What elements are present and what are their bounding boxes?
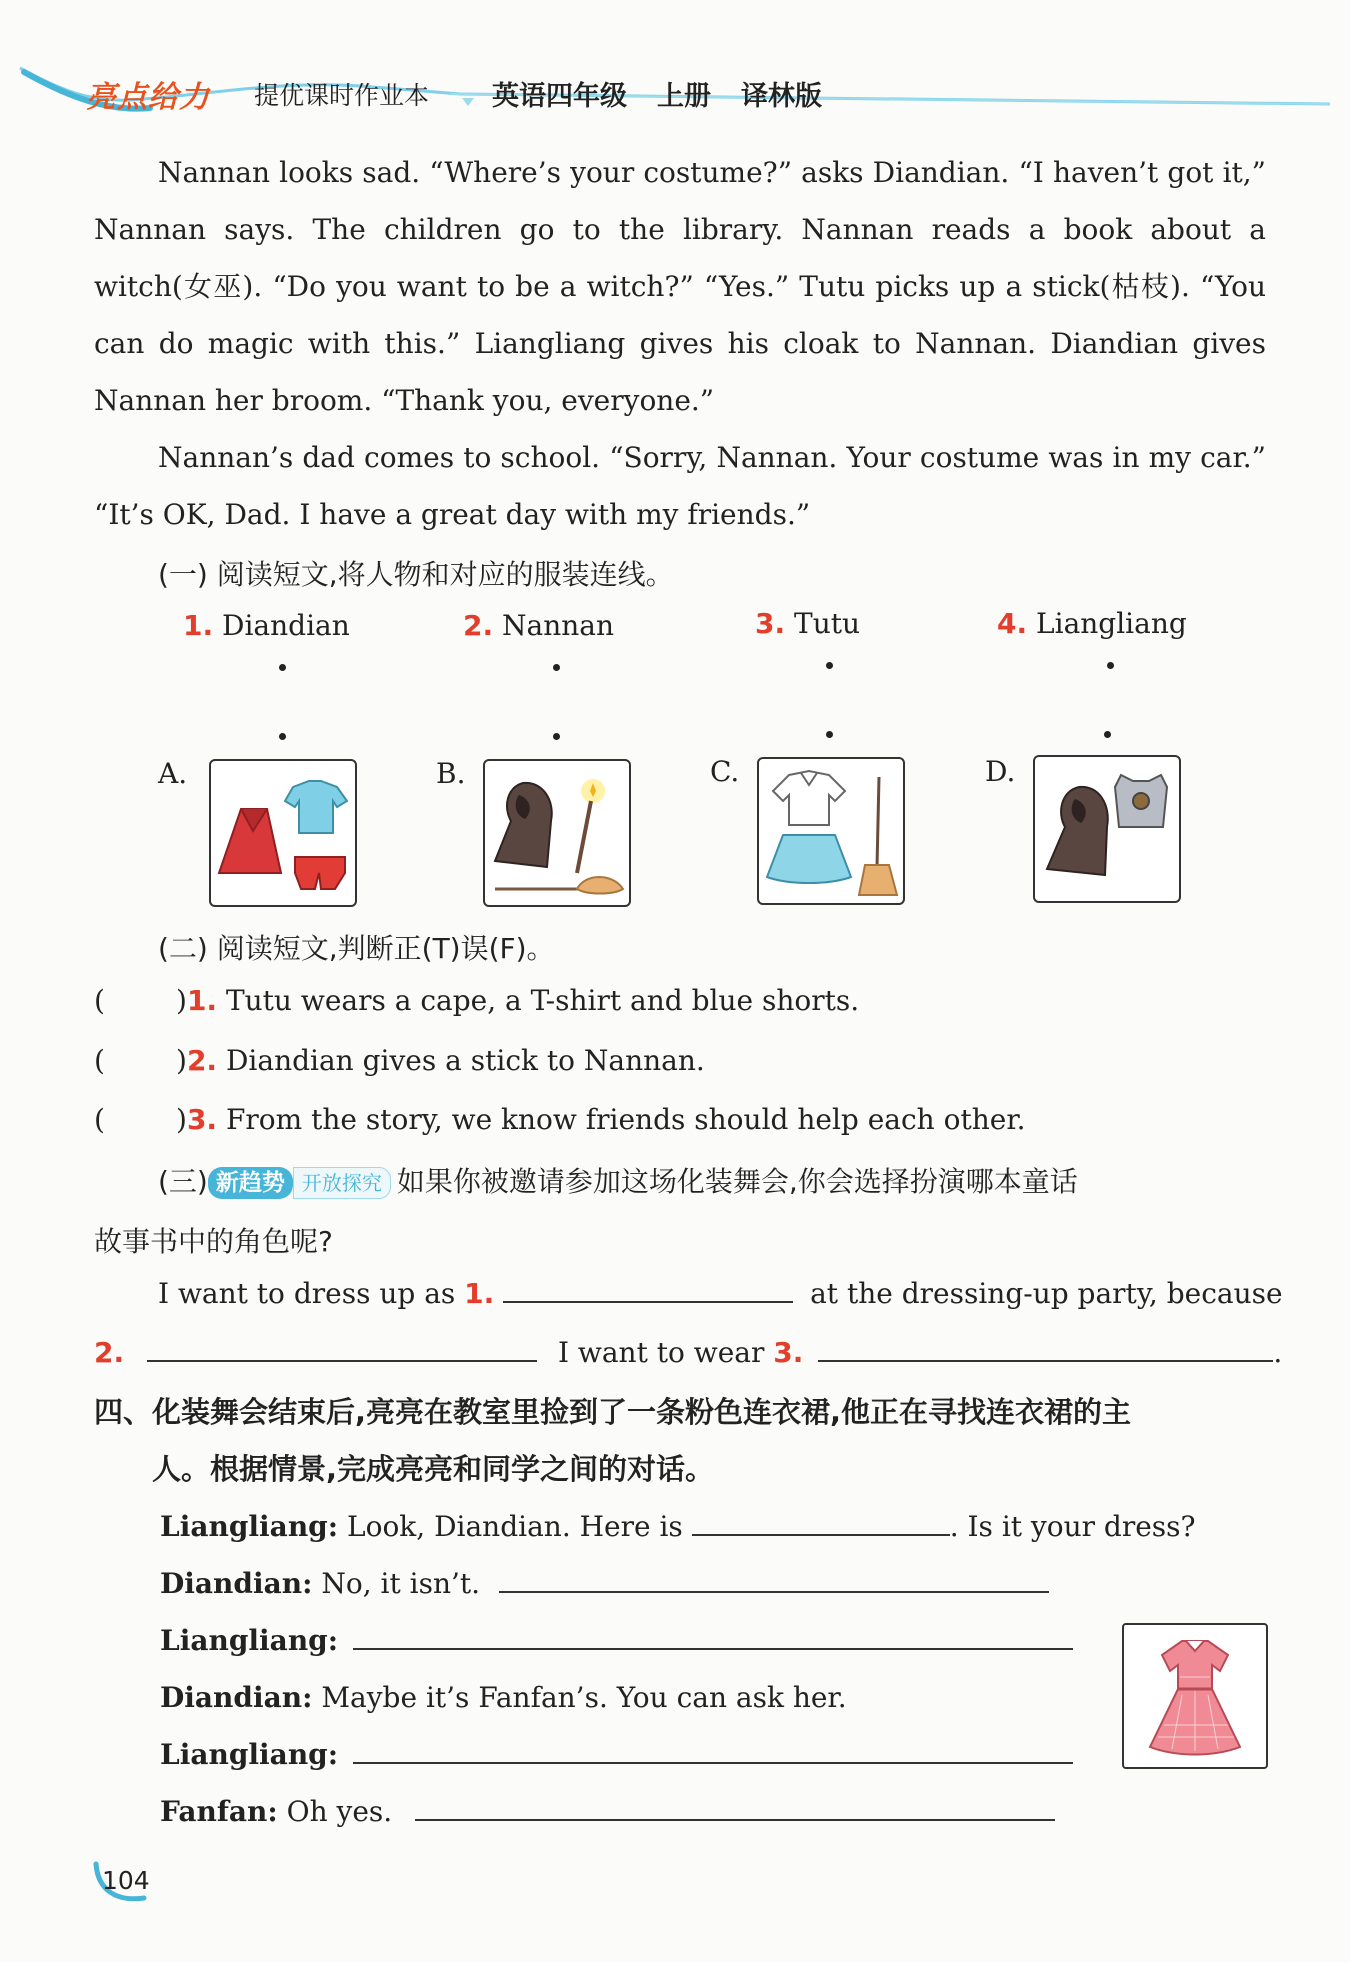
- dialog-blank-3[interactable]: [353, 1626, 1073, 1650]
- dialog-line-5: [160, 1738, 1073, 1771]
- part3-line-2: 2. I want to wear 3. .: [94, 1336, 1283, 1369]
- person-number: 3.: [755, 607, 786, 640]
- person-name: Tutu: [794, 607, 861, 640]
- brand-logo-text: 亮点给力: [86, 80, 210, 115]
- pink-dress-icon: [1124, 1625, 1266, 1767]
- page-header: [0, 50, 1350, 130]
- connect-dot-option-c[interactable]: [826, 731, 833, 738]
- book-info: [492, 74, 852, 113]
- answer-box[interactable]: (: [94, 1103, 105, 1136]
- connect-dot-option-d[interactable]: [1104, 731, 1111, 738]
- cape-tshirt-shorts-icon: [211, 761, 355, 905]
- part3-question: [158, 1160, 1078, 1200]
- speaker: Diandian:: [160, 1567, 313, 1600]
- dialog-line-6: Fanfan: Oh yes.: [160, 1795, 1055, 1828]
- person-4: [997, 607, 1187, 640]
- dialog-blank-2[interactable]: [499, 1569, 1049, 1593]
- dialog-line-3: [160, 1624, 1073, 1657]
- page-number: 104: [102, 1866, 150, 1895]
- story-paragraph-2: Nannan’s dad comes to school. “Sorry, Nannan. Your costume was in my car.” “It’s OK, Dad. I have a great day with my friends.”: [94, 441, 1266, 531]
- part3-label: (三): [158, 1165, 208, 1198]
- connect-dot-person-2[interactable]: [553, 664, 560, 671]
- costume-picture-a: [209, 759, 357, 907]
- option-label-a: A.: [158, 757, 188, 790]
- speaker: Liangliang:: [160, 1738, 339, 1771]
- speaker: Liangliang:: [160, 1624, 339, 1657]
- part2-title: (二) 阅读短文,判断正(T)误(F)。: [158, 932, 555, 965]
- answer-box[interactable]: (: [94, 1044, 105, 1077]
- tf-statement: Tutu wears a cape, a T-shirt and blue shorts.: [225, 984, 860, 1017]
- dialog-line-4: Diandian: Maybe it’s Fanfan’s. You can ask her.: [160, 1681, 847, 1714]
- dialog-line-2: Diandian: No, it isn’t.: [160, 1567, 1049, 1600]
- dialog-line-1: Liangliang: Look, Diandian. Here is . Is it your dress?: [160, 1510, 1196, 1543]
- part3-line-1: I want to dress up as 1. at the dressing-up party, because: [158, 1277, 1283, 1310]
- cloak-armour-icon: [1035, 757, 1179, 901]
- tf-statement: Diandian gives a stick to Nannan.: [225, 1044, 705, 1077]
- open-inquiry-badge: 开放探究: [293, 1167, 391, 1199]
- item-number: 3.: [186, 1103, 218, 1136]
- item-number: 1.: [186, 984, 218, 1017]
- blank-number: 3.: [773, 1336, 804, 1369]
- option-label-b: B.: [436, 757, 466, 790]
- tf-item-1: ( )1. Tutu wears a cape, a T-shirt and blue shorts.: [94, 984, 860, 1017]
- edition: 译林版: [741, 81, 822, 112]
- option-label-d: D.: [985, 755, 1016, 788]
- person-number: 4.: [997, 607, 1028, 640]
- costume-picture-b: [483, 759, 631, 907]
- dialog-blank-1[interactable]: [692, 1512, 950, 1536]
- part1-title: (一) 阅读短文,将人物和对应的服装连线。: [158, 558, 674, 591]
- volume: 上册: [657, 81, 711, 112]
- person-number: 2.: [463, 609, 494, 642]
- connect-dot-person-1[interactable]: [279, 664, 286, 671]
- question-text: 如果你被邀请参加这场化装舞会,你会选择扮演哪本童话: [396, 1165, 1078, 1198]
- connect-dot-option-b[interactable]: [553, 733, 560, 740]
- costume-picture-d: [1033, 755, 1181, 903]
- tf-statement: From the story, we know friends should help each other.: [225, 1103, 1026, 1136]
- story-paragraph-1: Nannan looks sad. “Where’s your costume?” asks Diandian. “I haven’t got it,” Nannan says. The children go to the library. Nannan reads a book about a witch(女巫). “Do you want to be a witch?” “Yes.” Tutu picks up a stick(枯枝). “You can do magic with this.” Liangliang gives his cloak to Nannan. Diandian gives Nannan her broom. “Thank you, everyone.”: [94, 156, 1266, 417]
- part4-title: 四、化装舞会结束后,亮亮在教室里捡到了一条粉色连衣裙,他正在寻找连衣裙的主 人。根据情景,完成亮亮和同学之间的对话。: [94, 1395, 1132, 1486]
- person-3: [755, 607, 860, 640]
- tf-item-3: ( )3. From the story, we know friends should help each other.: [94, 1103, 1026, 1136]
- person-2: [463, 609, 614, 642]
- answer-blank-3[interactable]: [818, 1338, 1273, 1362]
- person-name: Diandian: [222, 609, 350, 642]
- answer-box[interactable]: (: [94, 984, 105, 1017]
- item-number: 2.: [186, 1044, 218, 1077]
- blank-number: 2.: [94, 1336, 125, 1369]
- series-title: 提优课时作业本: [254, 81, 430, 110]
- speaker: Liangliang:: [160, 1510, 339, 1543]
- tf-item-2: ( )2. Diandian gives a stick to Nannan.: [94, 1044, 705, 1077]
- person-name: Liangliang: [1036, 607, 1187, 640]
- speaker: Fanfan:: [160, 1795, 278, 1828]
- part3-question-cont: 故事书中的角色呢?: [94, 1225, 333, 1258]
- speaker: Diandian:: [160, 1681, 313, 1714]
- pink-dress-picture: [1122, 1623, 1268, 1769]
- person-number: 1.: [183, 609, 214, 642]
- connect-dot-person-4[interactable]: [1107, 662, 1114, 669]
- subject-grade: 英语四年级: [492, 81, 627, 112]
- blouse-skirt-broom-icon: [759, 759, 903, 903]
- option-label-c: C.: [710, 755, 740, 788]
- new-trend-badge: 新趋势: [208, 1167, 293, 1199]
- person-1: [183, 609, 350, 642]
- answer-blank-2[interactable]: [147, 1338, 537, 1362]
- connect-dot-person-3[interactable]: [826, 662, 833, 669]
- answer-blank-1[interactable]: [503, 1279, 793, 1303]
- connect-dot-option-a[interactable]: [279, 733, 286, 740]
- person-name: Nannan: [502, 609, 615, 642]
- blank-number: 1.: [464, 1277, 495, 1310]
- costume-picture-c: [757, 757, 905, 905]
- cloak-stick-broom-icon: [485, 761, 629, 905]
- dialog-blank-4[interactable]: [353, 1740, 1073, 1764]
- dialog-blank-5[interactable]: [415, 1797, 1055, 1821]
